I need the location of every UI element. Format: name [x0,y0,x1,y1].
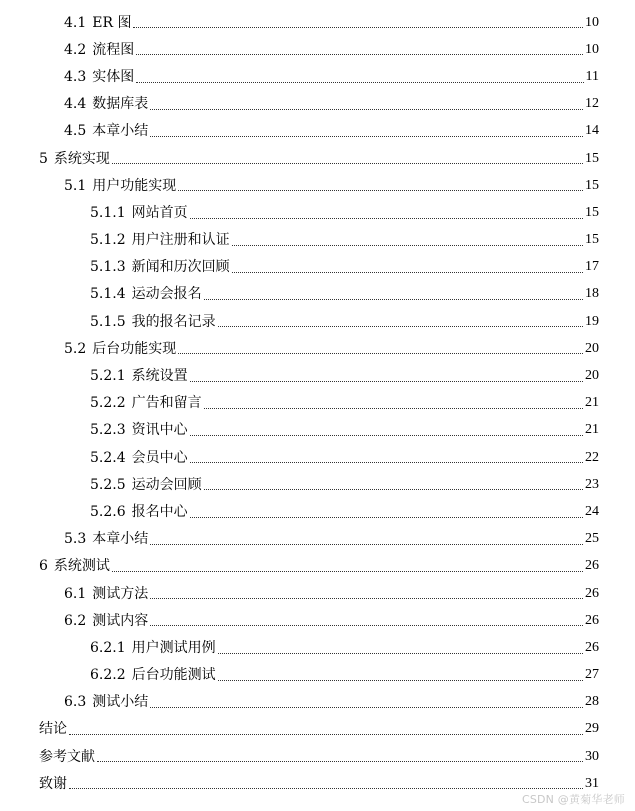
dot-leader [190,434,583,436]
toc-entry-number: 5.1.4 [90,286,126,303]
toc-entry-page-number: 18 [585,286,599,302]
toc-entry-page-number: 17 [585,259,599,275]
toc-entry-page-number: 31 [585,775,599,791]
toc-entry[interactable] [0,553,635,580]
toc-entry-title: 流程图 [92,41,135,58]
toc-entry-number: 5.1 [64,177,87,194]
dot-leader [97,760,583,762]
toc-entry-title: ER 图 [92,14,132,31]
toc-entry[interactable] [0,145,635,172]
toc-entry-title: 网站首页 [131,204,188,221]
toc-entry-page-number: 21 [585,422,599,438]
toc-entry[interactable] [0,63,635,90]
dot-leader [204,488,583,490]
toc-entry-number: 4.5 [64,123,87,140]
toc-entry-number: 5.2.5 [90,476,126,493]
toc-entry-page-number: 10 [585,14,599,30]
toc-entry-page-number: 19 [585,313,599,329]
toc-entry-page-number: 26 [585,639,599,655]
toc-entry-number: 6.1 [64,585,87,602]
toc-entry[interactable] [0,607,635,634]
dot-leader [150,597,583,599]
toc-entry[interactable] [0,689,635,716]
toc-entry-page-number: 21 [585,395,599,411]
toc-entry-number: 5.2 [64,340,87,357]
toc-entry-page-number: 22 [585,449,599,465]
toc-entry-title: 我的报名记录 [131,313,216,330]
dot-leader [232,271,583,273]
toc-entry-page-number: 29 [585,721,599,737]
toc-entry-page-number: 26 [585,612,599,628]
toc-entry-title: 广告和留言 [131,395,202,412]
toc-entry-page-number: 25 [585,531,599,547]
dot-leader [204,298,583,300]
toc-entry[interactable] [0,662,635,689]
dot-leader [218,652,583,654]
toc-entry[interactable] [0,471,635,498]
csdn-watermark: CSDN @黄菊华老师 [521,793,625,806]
toc-entry-page-number: 24 [585,503,599,519]
toc-entry[interactable] [0,118,635,145]
toc-entry-title: 系统设置 [131,368,188,385]
toc-entry-title: 后台功能实现 [92,340,177,357]
toc-entry-title: 后台功能测试 [131,667,216,684]
toc-entry[interactable] [0,743,635,770]
dot-leader [190,380,583,382]
dot-leader [190,461,583,463]
toc-entry-title: 用户功能实现 [92,177,177,194]
dot-leader [150,706,583,708]
toc-entry-title: 系统测试 [53,558,110,575]
dot-leader [112,570,583,572]
toc-entry-title: 用户测试用例 [131,639,216,656]
dot-leader [218,679,583,681]
toc-entry[interactable] [0,281,635,308]
toc-entry[interactable] [0,91,635,118]
toc-entry[interactable] [0,716,635,743]
toc-entry-number: 4.4 [64,96,87,113]
dot-leader [136,81,583,83]
toc-entry-number: 6.2.2 [90,667,126,684]
dot-leader [178,189,583,191]
toc-entry-page-number: 14 [585,123,599,139]
toc-entry-title: 会员中心 [131,449,188,466]
toc-entry-page-number: 11 [585,68,599,84]
toc-entry-number: 5 [39,150,48,167]
dot-leader [112,162,583,164]
dot-leader [190,516,583,518]
toc-entry[interactable] [0,227,635,254]
toc-entry-page-number: 12 [585,96,599,112]
toc-entry[interactable] [0,335,635,362]
dot-leader [150,135,583,137]
toc-entry-number: 5.2.3 [90,422,126,439]
toc-entry-page-number: 15 [585,232,599,248]
toc-entry-title: 资讯中心 [131,422,188,439]
toc-entry-page-number: 20 [585,340,599,356]
toc-entry-number: 5.3 [64,531,87,548]
toc-entry-page-number: 26 [585,585,599,601]
toc-entry-page-number: 26 [585,558,599,574]
toc-entry-number: 5.2.2 [90,395,126,412]
dot-leader [69,733,583,735]
dot-leader [150,624,583,626]
dot-leader [150,543,583,545]
toc-entry-page-number: 27 [585,667,599,683]
toc-entry-number: 6.2 [64,612,87,629]
toc-entry[interactable] [0,580,635,607]
toc-entry-title: 系统实现 [53,150,110,167]
toc-entry[interactable] [0,390,635,417]
toc-entry-number: 4.1 [64,14,87,31]
toc-entry[interactable] [0,308,635,335]
toc-entry-page-number: 15 [585,177,599,193]
toc-entry[interactable] [0,9,635,36]
toc-entry-title: 本章小结 [92,123,149,140]
toc-entry[interactable] [0,199,635,226]
toc-entry-title: 测试小结 [92,694,149,711]
toc-entry-title: 测试方法 [92,585,149,602]
toc-entry-number: 6 [39,558,48,575]
toc-entry-page-number: 23 [585,476,599,492]
toc-entry-number: 5.2.4 [90,449,126,466]
toc-entry-number: 4.3 [64,68,87,85]
toc-entry[interactable] [0,444,635,471]
toc-entry-title: 参考文献 [39,748,95,765]
toc-entry-number: 6.3 [64,694,87,711]
toc-entry-number: 5.1.1 [90,204,126,221]
toc-entry-page-number: 28 [585,694,599,710]
toc-entry-page-number: 15 [585,204,599,220]
toc-entry[interactable] [0,172,635,199]
toc-entry-number: 5.2.6 [90,503,126,520]
dot-leader [133,26,583,28]
toc-entry-title: 致谢 [39,775,67,792]
toc-entry-number: 5.1.3 [90,259,126,276]
table-of-contents [0,9,635,797]
toc-entry-number: 5.1.5 [90,313,126,330]
toc-entry[interactable] [0,634,635,661]
toc-entry-page-number: 30 [585,748,599,764]
dot-leader [218,325,583,327]
toc-entry[interactable] [0,526,635,553]
toc-entry-number: 6.2.1 [90,639,126,656]
toc-entry-title: 新闻和历次回顾 [131,259,230,276]
toc-entry[interactable] [0,254,635,281]
dot-leader [150,108,583,110]
toc-entry-title: 实体图 [92,68,135,85]
toc-entry[interactable] [0,36,635,63]
toc-entry-number: 5.1.2 [90,232,126,249]
toc-entry-number: 5.2.1 [90,368,126,385]
toc-entry-number: 4.2 [64,41,87,58]
toc-entry-title: 本章小结 [92,531,149,548]
toc-entry[interactable] [0,498,635,525]
toc-entry-title: 测试内容 [92,612,149,629]
toc-entry-page-number: 20 [585,368,599,384]
dot-leader [232,244,583,246]
toc-entry[interactable] [0,362,635,389]
dot-leader [136,53,583,55]
toc-entry-title: 报名中心 [131,503,188,520]
dot-leader [204,407,583,409]
dot-leader [178,352,583,354]
toc-entry-title: 数据库表 [92,96,149,113]
toc-entry-title: 运动会报名 [131,286,202,303]
toc-entry-title: 运动会回顾 [131,476,202,493]
toc-entry-page-number: 15 [585,150,599,166]
toc-entry-title: 结论 [39,721,67,738]
dot-leader [190,217,583,219]
toc-entry[interactable] [0,417,635,444]
toc-entry-page-number: 10 [585,41,599,57]
dot-leader [69,787,583,789]
toc-entry-title: 用户注册和认证 [131,232,230,249]
